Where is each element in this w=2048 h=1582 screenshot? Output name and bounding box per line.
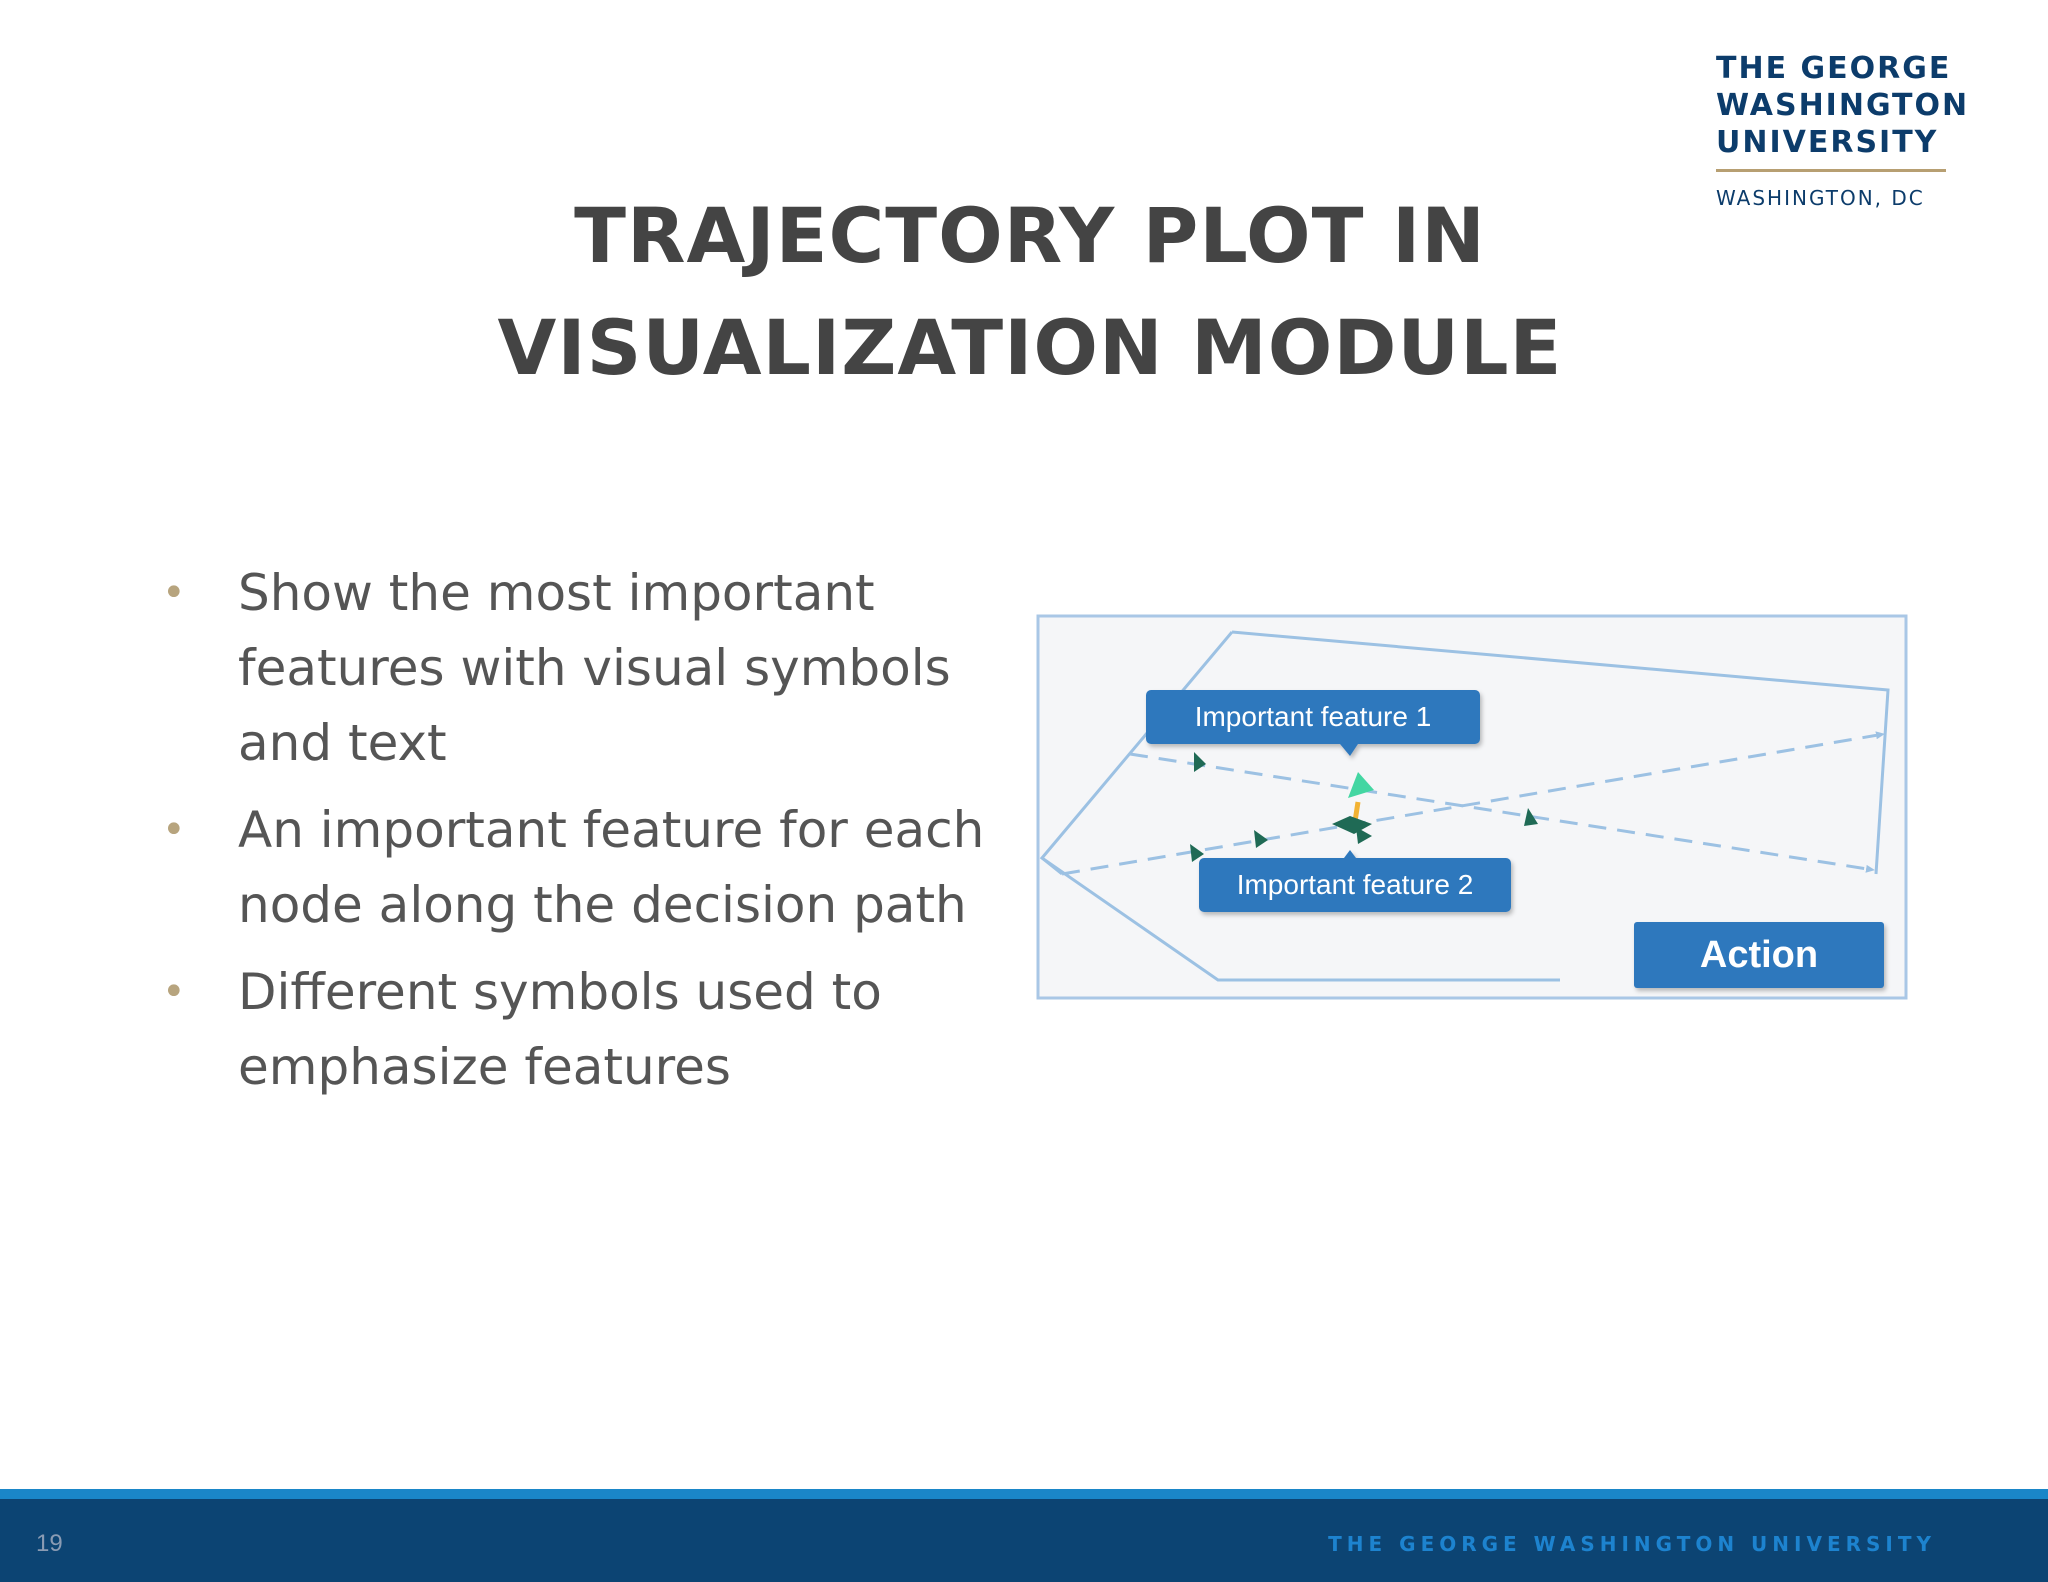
page-number: 19	[36, 1530, 63, 1557]
bullet-text: An important feature for each node along the decision path	[238, 801, 985, 934]
action-label: Action	[1699, 934, 1819, 976]
important-feature-1-label: Important feature 1	[1194, 701, 1432, 732]
bullet-item	[150, 556, 1010, 781]
logo-subtitle: WASHINGTON, DC	[1716, 186, 1925, 210]
title-line-2: VISUALIZATION MODULE	[497, 303, 1563, 392]
university-logo	[1716, 50, 1986, 210]
footer-accent-stripe	[0, 1489, 2048, 1499]
footer-university-name: THE GEORGE WASHINGTON UNIVERSITY	[1328, 1532, 1936, 1556]
logo-line-1: THE GEORGE	[1716, 51, 1952, 86]
trajectory-diagram	[1036, 614, 1908, 1002]
important-feature-2-label: Important feature 2	[1236, 869, 1474, 900]
bullet-item	[150, 955, 1010, 1105]
logo-line-3: UNIVERSITY	[1716, 125, 1939, 160]
bullet-text: Different symbols used to emphasize features	[238, 963, 882, 1096]
bullet-dot-icon: •	[162, 570, 186, 616]
bullet-dot-icon: •	[162, 807, 186, 853]
title-line-1: TRAJECTORY PLOT IN	[574, 191, 1486, 280]
logo-divider	[1716, 169, 1946, 172]
bullet-text: Show the most important features with visual symbols and text	[238, 564, 951, 772]
bullet-dot-icon: •	[162, 969, 186, 1015]
bullet-list	[150, 556, 1010, 1117]
slide-title	[360, 180, 1700, 404]
logo-line-2: WASHINGTON	[1716, 88, 1970, 123]
bullet-item	[150, 793, 1010, 943]
